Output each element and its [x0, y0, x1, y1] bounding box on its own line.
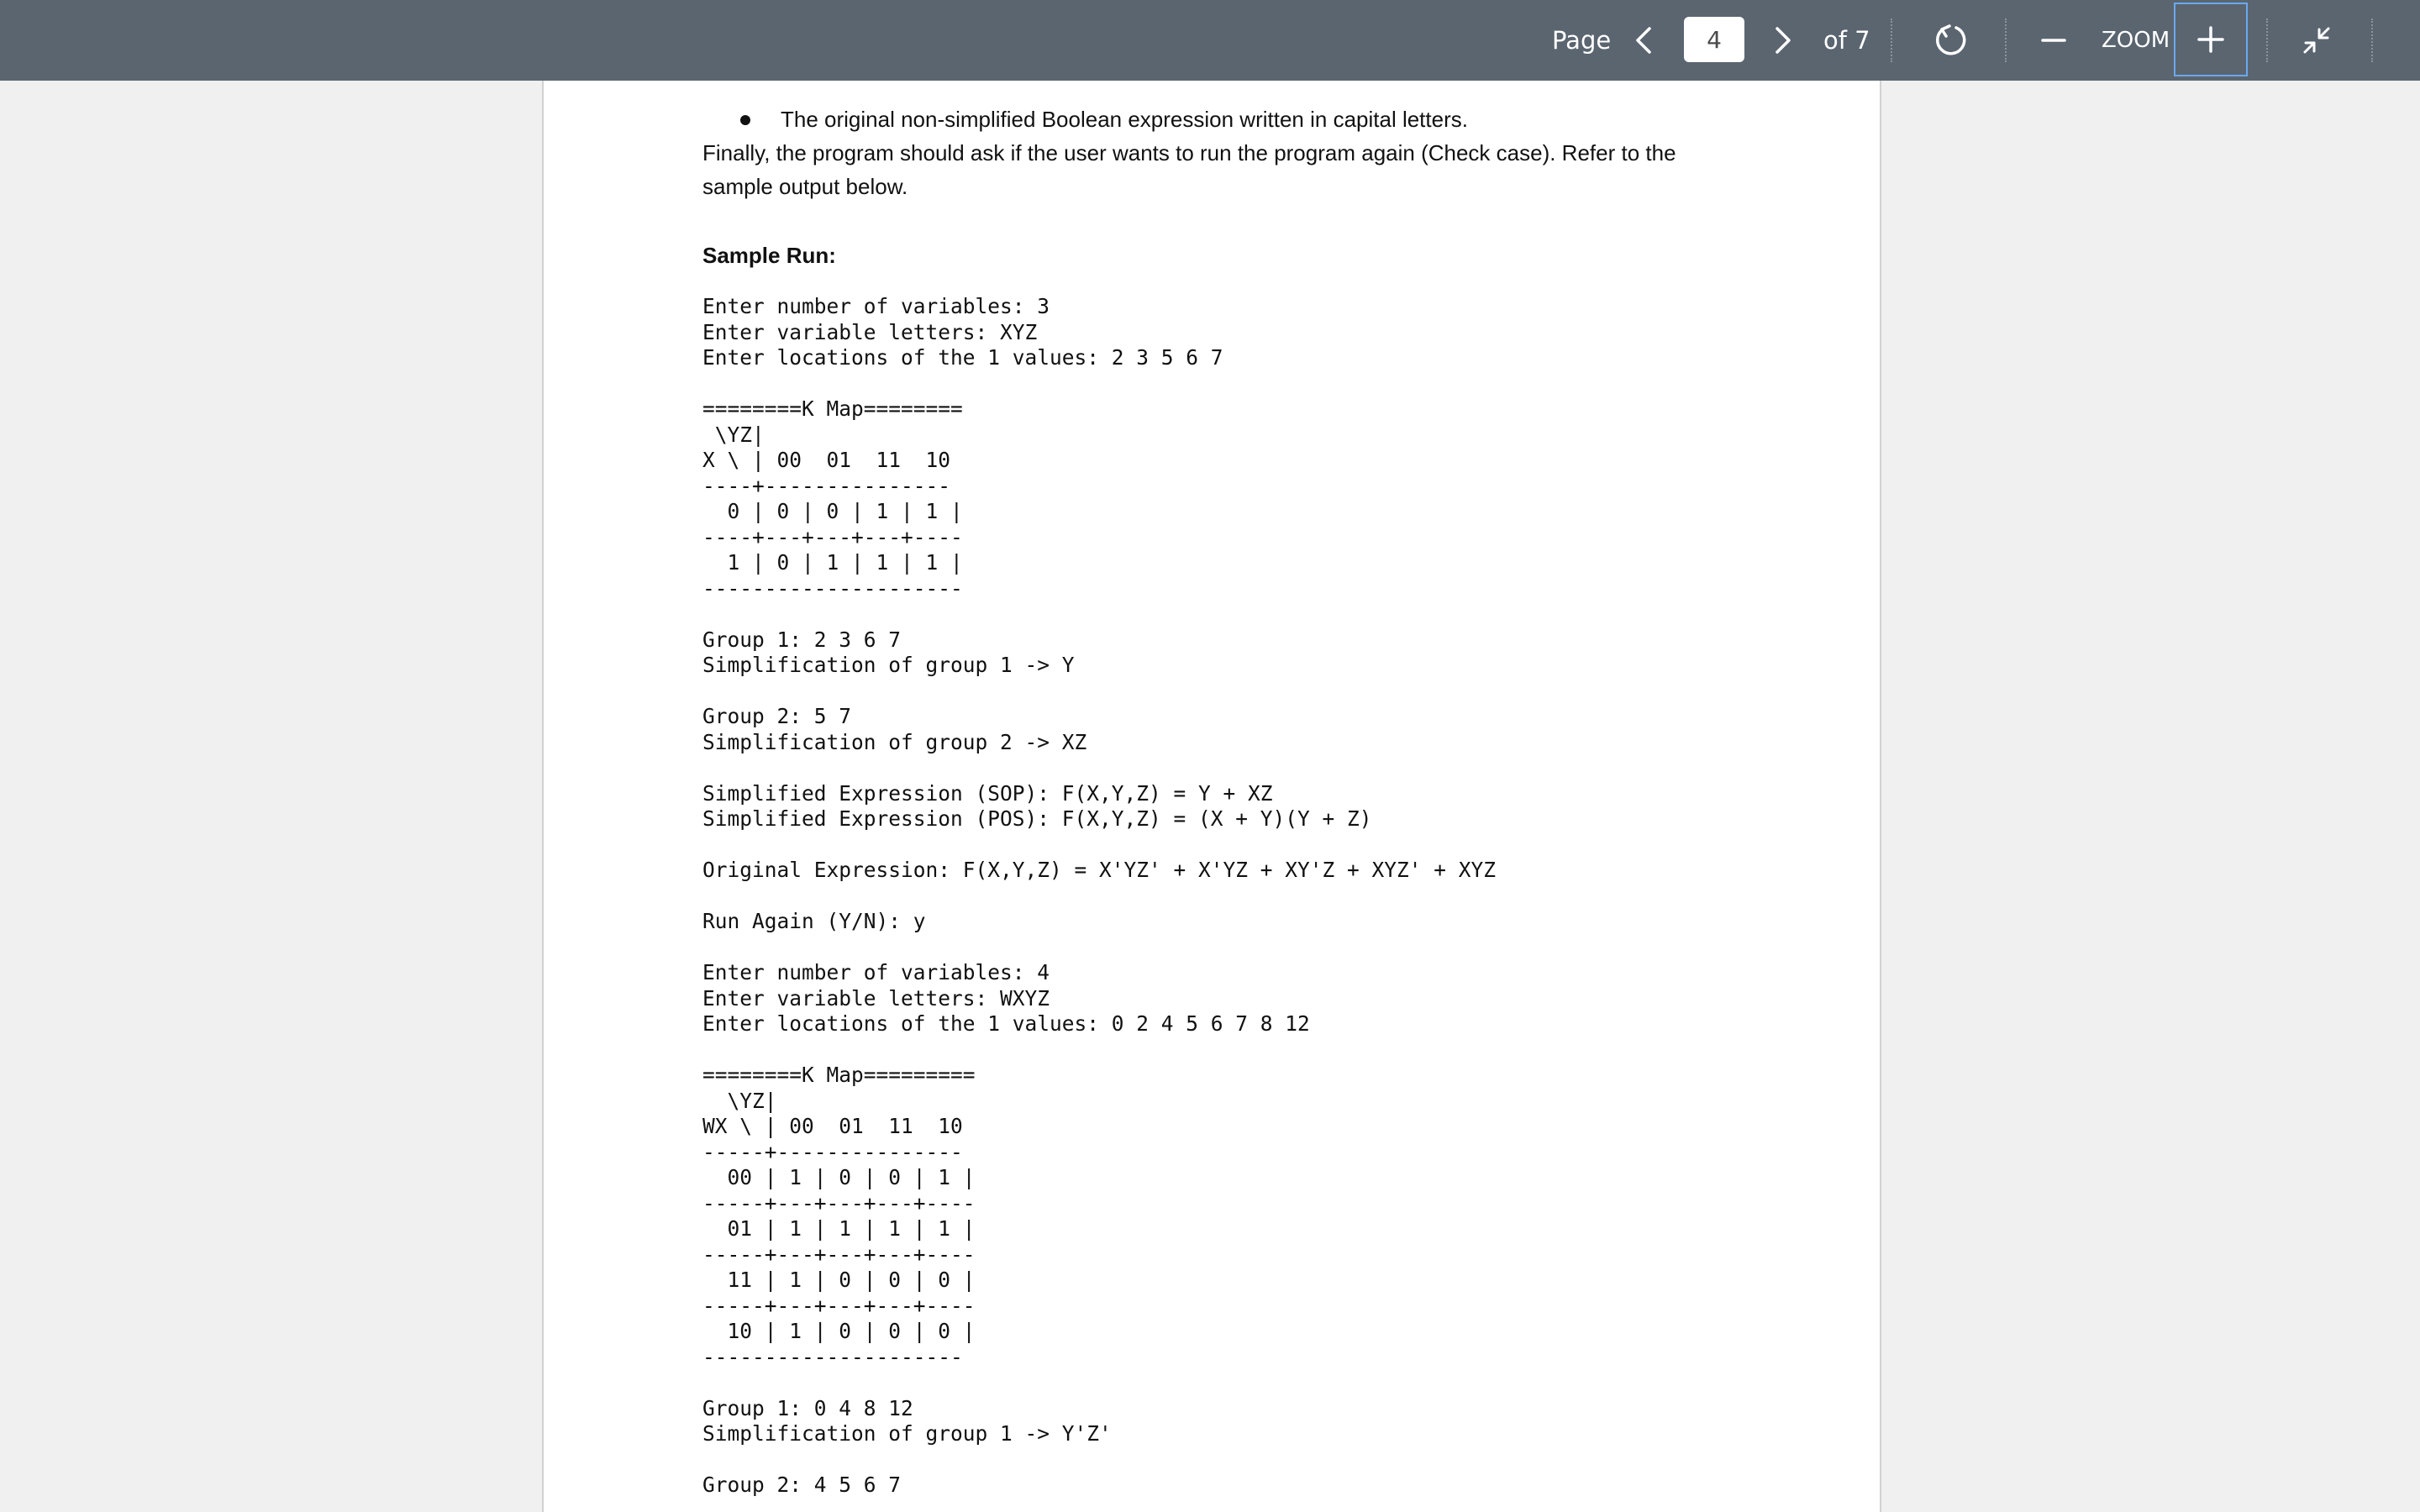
exit-fullscreen-button[interactable] [2297, 0, 2336, 81]
document-page [542, 81, 1881, 1512]
rotate-icon [1933, 23, 1968, 58]
instruction-paragraph: Finally, the program should ask if the user wants to run the program again (Check case). Refer to the sample output below. [702, 140, 1676, 199]
plus-icon [2196, 25, 2225, 54]
page-label: Page [1552, 26, 1612, 55]
zoom-label: ZOOM [2102, 28, 2170, 53]
collapse-icon [2300, 24, 2333, 57]
previous-page-button[interactable] [1630, 0, 1657, 81]
page-number-input[interactable] [1684, 17, 1744, 62]
chevron-left-icon [1634, 26, 1653, 55]
bullet-text: The original non-simplified Boolean expression written in capital letters. [781, 107, 1468, 132]
rotate-button[interactable] [1931, 0, 1970, 81]
page-count-label: of 7 [1823, 26, 1870, 55]
sample-run-heading: Sample Run: [702, 243, 836, 268]
zoom-out-button[interactable] [2039, 0, 2069, 81]
viewer-toolbar [0, 0, 2420, 81]
next-page-button[interactable] [1770, 0, 1797, 81]
zoom-in-button[interactable] [2174, 3, 2248, 76]
toolbar-separator [1891, 18, 1892, 62]
toolbar-separator [2371, 18, 2373, 62]
minus-icon [2040, 27, 2067, 54]
toolbar-separator [2266, 18, 2268, 62]
bullet-point [740, 115, 750, 125]
sample-output: Enter number of variables: 3 Enter variable letters: XYZ Enter locations of the 1 values: 2 3 5 6 7 ========K Map======== \YZ| X \ | 00 01 11 10 ----+--------------- 0 | 0 | 0 | 1 | 1 | ----+---+---+---+---- 1 | 0 | 1 | 1 | 1 | --------------------- Group 1: 2 3 6 7 Simplification of group 1 -> Y Group 2: 5 7 Simplification of group 2 -> XZ Simplified Expression (SOP): F(X,Y,Z) = Y + XZ Simplified Expression (POS): F(X,Y,Z) = (X + Y)(Y + Z) Original Expression: F(X,Y,Z) = X'YZ' + X'YZ + XY'Z + XYZ' + XYZ Run Again (Y/N): y Enter number of variables: 4 Enter variable letters: WXYZ Enter locations of the 1 values: 0 2 4 5 6 7 8 12 ========K Map========= \YZ| WX \ | 00 01 11 10 -----+--------------- 00 | 1 | 0 | 0 | 1 | -----+---+---+---+---- 01 | 1 | 1 | 1 | 1 | -----+---+---+---+---- 11 | 1 | 0 | 0 | 0 | -----+---+---+---+---- 10 | 1 | 0 | 0 | 0 | --------------------- Group 1: 0 4 8 12 Simplification of group 1 -> Y'Z' Group 2: 4 5 6 7 [702, 294, 1497, 1497]
toolbar-separator [2005, 18, 2007, 62]
chevron-right-icon [1774, 26, 1792, 55]
